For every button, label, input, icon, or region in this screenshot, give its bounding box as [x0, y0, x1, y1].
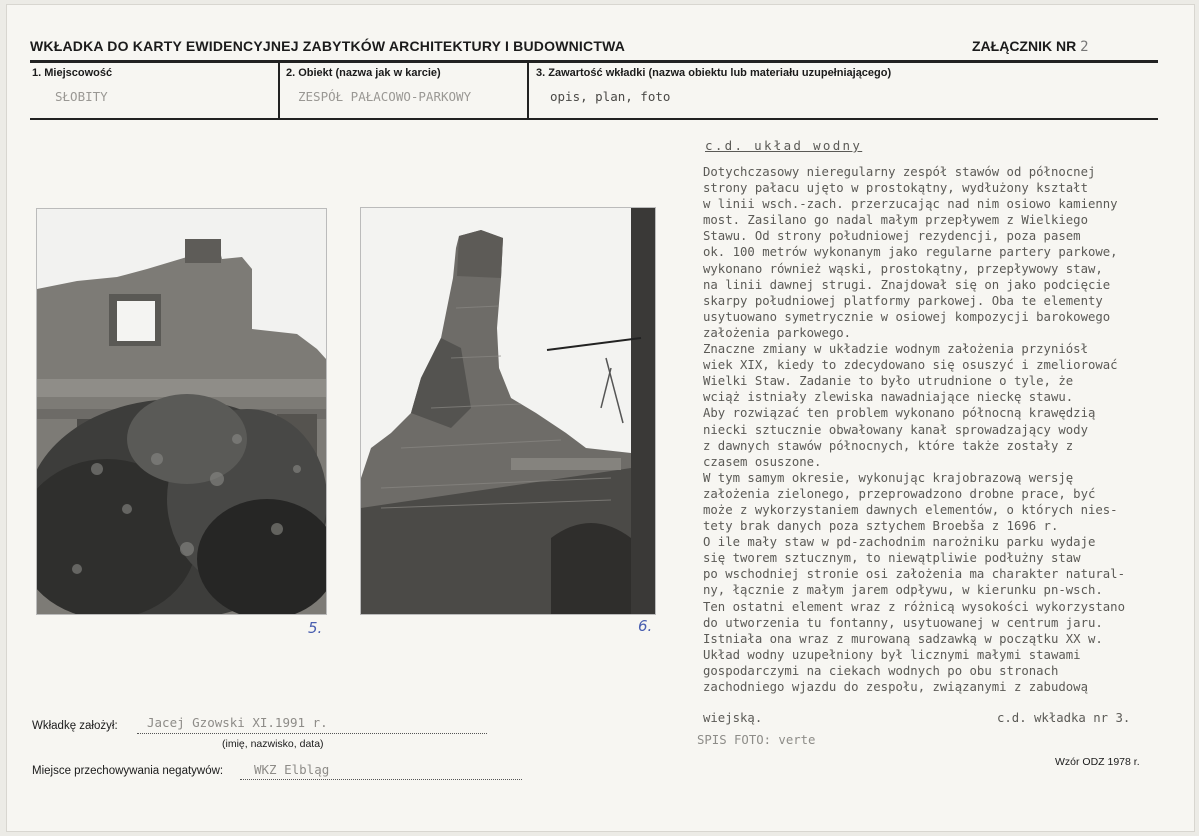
- description-line: tety brak danych poza sztychem Broebša z 1696 r.: [703, 519, 1059, 534]
- object-value: ZESPÓŁ PAŁACOWO-PARKOWY: [298, 89, 472, 104]
- template-note: Wzór ODZ 1978 r.: [1055, 756, 1140, 768]
- description-line: usytuowano symetrycznie w osiowej kompozycji barokowego: [703, 309, 1111, 324]
- description-line: Aby rozwiązać ten problem wykonano północną krawędzią: [703, 406, 1096, 421]
- locality-label: 1. Miejscowość: [32, 67, 113, 79]
- author-dotted-line: [137, 733, 487, 734]
- description-line: wiek XIX, kiedy to zdecydowano się osuszyć i zmeliorować: [703, 358, 1118, 373]
- description-line: gospodarczymi na ciekach wodnych po obu stronach: [703, 663, 1059, 678]
- continuation-note: c.d. wkładka nr 3.: [997, 711, 1131, 725]
- ruin-facade-photo: [37, 209, 326, 614]
- negatives-dotted-line: [240, 779, 522, 780]
- description-text: [703, 164, 1173, 695]
- description-line: Istniała ona wraz z murowaną sadzawką w początku XX w.: [703, 631, 1103, 646]
- description-line: Znaczne zmiany w układzie wodnym założenia przyniósł: [703, 342, 1088, 357]
- object-label: 2. Obiekt (nazwa jak w karcie): [286, 67, 441, 79]
- description-line: założenia zielonego, przeprowadzono drobne prace, być: [703, 486, 1096, 501]
- description-line: ny, łącznie z małym jarem odpływu, w kierunku pn-wsch.: [703, 583, 1103, 598]
- annex-label: ZAŁĄCZNIK NR: [972, 38, 1077, 54]
- description-line: z dawnych stawów północnych, które także zostały z: [703, 438, 1074, 453]
- description-line: może z wykorzystaniem dawnych elementów, o których nies-: [703, 502, 1118, 517]
- annex-number: 2: [1080, 39, 1089, 55]
- description-line: Wielki Staw. Zadanie to było utrudnione o tyle, że: [703, 374, 1074, 389]
- description-line: O ile mały staw w pd-zachodnim narożniku parku wydaje: [703, 535, 1096, 550]
- author-value: Jacej Gzowski XI.1991 r.: [147, 715, 328, 730]
- description-line: Dotychczasowy nieregularny zespół stawów od północnej: [703, 165, 1096, 179]
- description-line: się tworem sztucznym, to niewątpliwie podłużny staw: [703, 551, 1081, 566]
- author-hint: (imię, nazwisko, data): [222, 738, 324, 750]
- header-rule: [30, 60, 1158, 63]
- description-line: Stawu. Od strony południowej rezydencji, poza pasem: [703, 229, 1081, 244]
- description-line: do utworzenia tu fontanny, usytuowanej w centrum jaru.: [703, 615, 1103, 630]
- photo-5-number: 5.: [308, 619, 323, 637]
- description-line: most. Zasilano go nadal małym przepływem z Wielkiego: [703, 213, 1088, 228]
- annex-heading: [972, 38, 1089, 55]
- photo-6: [360, 207, 656, 615]
- description-line: zachodniego wjazdu do zespołu, związanymi z zabudową: [703, 680, 1088, 694]
- locality-value: SŁOBITY: [55, 89, 108, 104]
- description-line: czasem osuszone.: [703, 454, 822, 469]
- negatives-label: Miejsce przechowywania negatywów:: [32, 765, 224, 777]
- ruin-tower-photo: [361, 208, 655, 614]
- negatives-value: WKZ Elbląg: [254, 762, 330, 777]
- description-line: wciąż istniały zlewiska nawadniające nieckę stawu.: [703, 390, 1074, 405]
- description-line: wykonano również wąski, prostokątny, przepływowy staw,: [703, 261, 1103, 276]
- document-title: WKŁADKA DO KARTY EWIDENCYJNEJ ZABYTKÓW ARCHITEKTURY I BUDOWNICTWA: [30, 38, 626, 54]
- content-value: opis, plan, foto: [550, 89, 671, 104]
- section-title: c.d. układ wodny: [705, 138, 863, 153]
- author-label: Wkładkę założył:: [32, 720, 118, 732]
- content-label: 3. Zawartość wkładki (nazwa obiektu lub materiału uzupełniającego): [536, 67, 892, 79]
- description-line: niecki sztucznie obwałowany kanał sprowadzający wody: [703, 422, 1088, 437]
- description-line: Układ wodny uzupełniony był licznymi małymi stawami: [703, 647, 1081, 662]
- description-line: skarpy południowej platformy parkowej. Oba te elementy: [703, 293, 1103, 308]
- fields-rule: [30, 118, 1158, 120]
- field-divider-2: [527, 62, 529, 119]
- description-line: Ten ostatni element wraz z różnicą wysokości wykorzystano: [703, 599, 1125, 614]
- description-line: po wschodniej stronie osi założenia ma charakter natural-: [703, 567, 1125, 582]
- description-line: strony pałacu ujęto w prostokątny, wydłużony kształt: [703, 181, 1088, 196]
- description-line: na linii dawnej strugi. Znajdował się on jako podcięcie: [703, 277, 1111, 292]
- description-line: ok. 100 metrów wykonanym jako regularne partery parkowe,: [703, 245, 1118, 260]
- photo-6-number: 6.: [638, 617, 653, 635]
- description-line: w linii wsch.-zach. przerzucając nad nim osiowo kamienny: [703, 197, 1118, 212]
- description-last-line: wiejską.: [703, 711, 763, 725]
- photo-5: [36, 208, 327, 615]
- field-divider-1: [278, 62, 280, 119]
- photo-list-note: SPIS FOTO: verte: [697, 733, 816, 747]
- description-line: założenia parkowego.: [703, 325, 852, 340]
- description-line: W tym samym okresie, wykonując krajobrazową wersję: [703, 470, 1074, 485]
